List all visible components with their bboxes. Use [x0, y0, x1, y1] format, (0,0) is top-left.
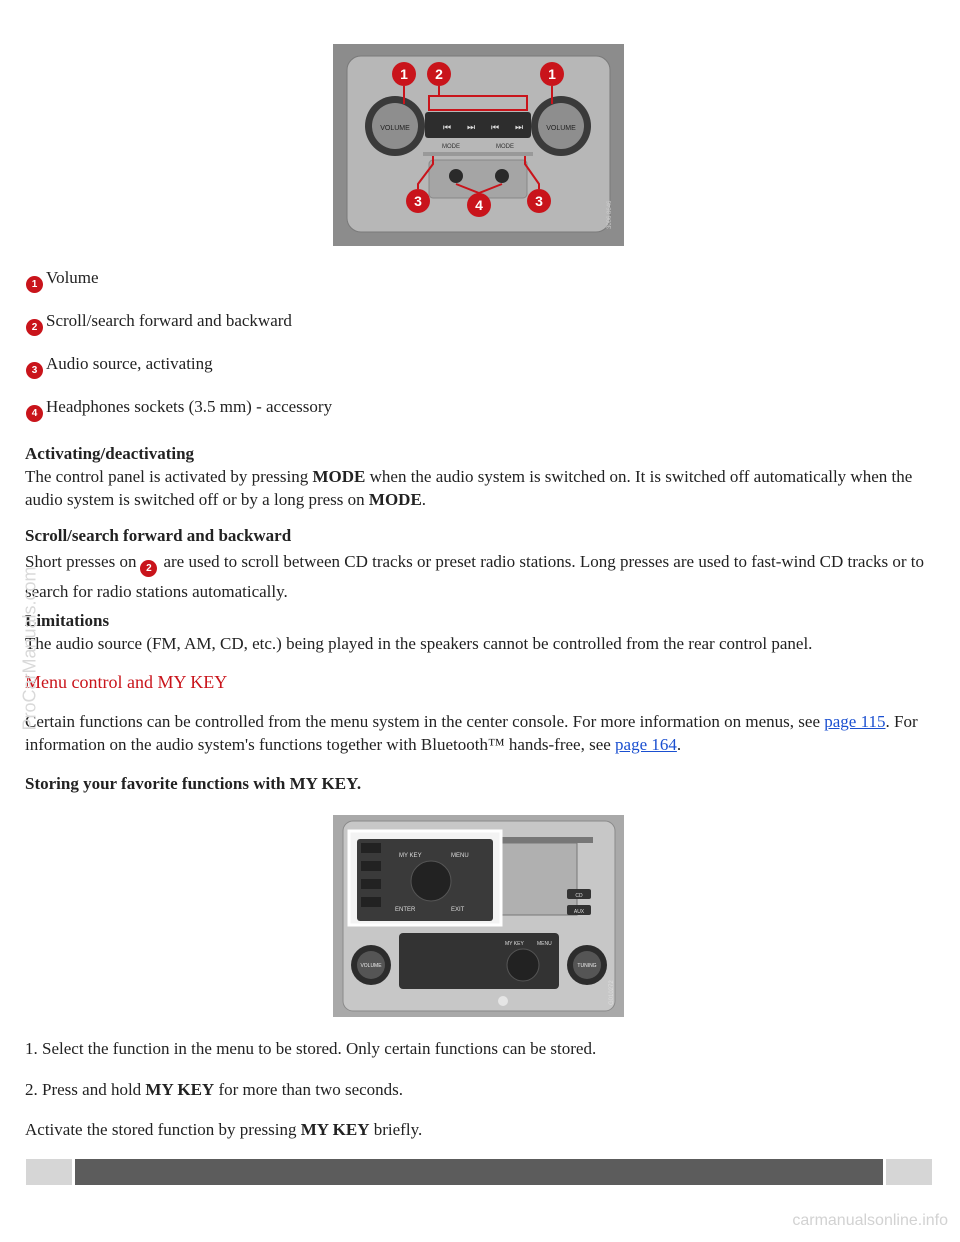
limitations-section [25, 609, 930, 655]
legend-item [26, 309, 332, 352]
legend-text: Audio source, activating [46, 354, 213, 373]
aux-label: AUX [573, 909, 585, 915]
text-run: . For information on the audio system's functions together with Bluetooth™ hands-free, see [25, 712, 918, 754]
mykey-bold: MY KEY [145, 1080, 215, 1099]
step-2 [25, 1080, 403, 1100]
rear-panel-illustration [333, 44, 624, 246]
text-run: for more than two seconds. [214, 1080, 404, 1099]
legend-item [26, 266, 332, 309]
callout-3a: 3 [414, 193, 422, 209]
legend-text: Volume [46, 268, 99, 287]
mykey-bold: MY KEY [300, 1120, 370, 1139]
text-run: . [421, 490, 427, 509]
mykey-label: MY KEY [399, 853, 422, 859]
legend-text: Headphones sockets (3.5 mm) - accessory [46, 397, 333, 416]
text-run: 2. Press and hold [25, 1080, 146, 1099]
callout-legend [26, 266, 332, 438]
callout-4: 4 [475, 197, 483, 213]
mode-label-right: MODE [496, 144, 514, 150]
page-164-link[interactable]: page 164 [615, 735, 677, 754]
text-run: Certain functions can be controlled from the menu system in the center console. For more information on menus, see [25, 712, 825, 731]
watermark-right: carmanualsonline.info [792, 1212, 948, 1229]
figure1-code: 3006 8646 [607, 200, 613, 229]
limitations-heading: Limitations [25, 611, 110, 630]
callout-number-badge: 3 [26, 362, 43, 379]
scroll-heading: Scroll/search forward and backward [25, 526, 292, 545]
tuning-knob-label: TUNING [577, 963, 597, 969]
exit-label: EXIT [451, 907, 465, 913]
activating-section [25, 442, 930, 511]
volume-label-right: VOLUME [546, 125, 576, 132]
callout-number-badge: 4 [26, 405, 43, 422]
mode-label-left: MODE [442, 144, 460, 150]
svg-text:⏭: ⏭ [515, 123, 524, 133]
prev-page-button[interactable] [26, 1159, 72, 1185]
text-run: when the audio system is switched on. It is switched off automatically when the audio system is switched off or by a long press on [25, 467, 913, 509]
page-115-link[interactable]: page 115 [824, 712, 886, 731]
text-run: briefly. [369, 1120, 423, 1139]
volume-label-left: VOLUME [380, 125, 410, 132]
watermark-left: ProCarManuals.com [19, 566, 40, 731]
scroll-section [25, 524, 930, 606]
mode-bold: MODE [368, 490, 422, 509]
enter-label: ENTER [395, 907, 416, 913]
legend-item [26, 395, 332, 438]
menu-paragraph [25, 710, 930, 756]
callout-1b: 1 [548, 66, 556, 82]
callout-number-badge: 1 [26, 276, 43, 293]
svg-text:⏮: ⏮ [491, 123, 500, 133]
mode-bold: MODE [312, 467, 366, 486]
volume-knob-label: VOLUME [360, 963, 382, 969]
center-console-illustration [333, 815, 624, 1017]
text-run: The control panel is activated by pressing [25, 467, 313, 486]
callout-3b: 3 [535, 193, 543, 209]
callout-2: 2 [435, 66, 443, 82]
legend-text: Scroll/search forward and backward [46, 311, 292, 330]
next-page-button[interactable] [886, 1159, 932, 1185]
mykey-label-lower: MY KEY [505, 941, 524, 947]
scroll-text [25, 547, 930, 606]
callout-1a: 1 [400, 66, 408, 82]
menu-label: MENU [451, 853, 469, 859]
cd-label: CD [575, 893, 583, 899]
rear-control-panel-image [333, 44, 624, 246]
svg-text:⏮: ⏮ [443, 123, 452, 133]
figure2-code: G010272 [609, 980, 615, 1005]
footer-bar [75, 1159, 883, 1185]
text-run: . [676, 735, 682, 754]
storing-heading: Storing your favorite functions with MY KEY. [25, 774, 362, 793]
menu-label-lower: MENU [537, 941, 552, 947]
text-run: Short presses on [25, 552, 137, 571]
limitations-text: The audio source (FM, AM, CD, etc.) being played in the speakers cannot be controlled from the rear control panel. [25, 634, 813, 653]
text-run: Activate the stored function by pressing [25, 1120, 301, 1139]
text-run: are used to scroll between CD tracks or preset radio stations. Long presses are used to fast-wind CD tracks or to search for radio stations automatically. [25, 552, 924, 601]
step-1: 1. Select the function in the menu to be stored. Only certain functions can be stored. [25, 1039, 597, 1058]
callout-number-badge: 2 [140, 560, 157, 577]
center-console-image [333, 815, 624, 1017]
legend-item [26, 352, 332, 395]
step-3 [25, 1120, 422, 1140]
svg-text:⏭: ⏭ [467, 123, 476, 133]
callout-number-badge: 2 [26, 319, 43, 336]
activating-heading: Activating/deactivating [25, 444, 195, 463]
activating-text [25, 465, 930, 511]
menu-section-title: Menu control and MY KEY [25, 672, 228, 692]
